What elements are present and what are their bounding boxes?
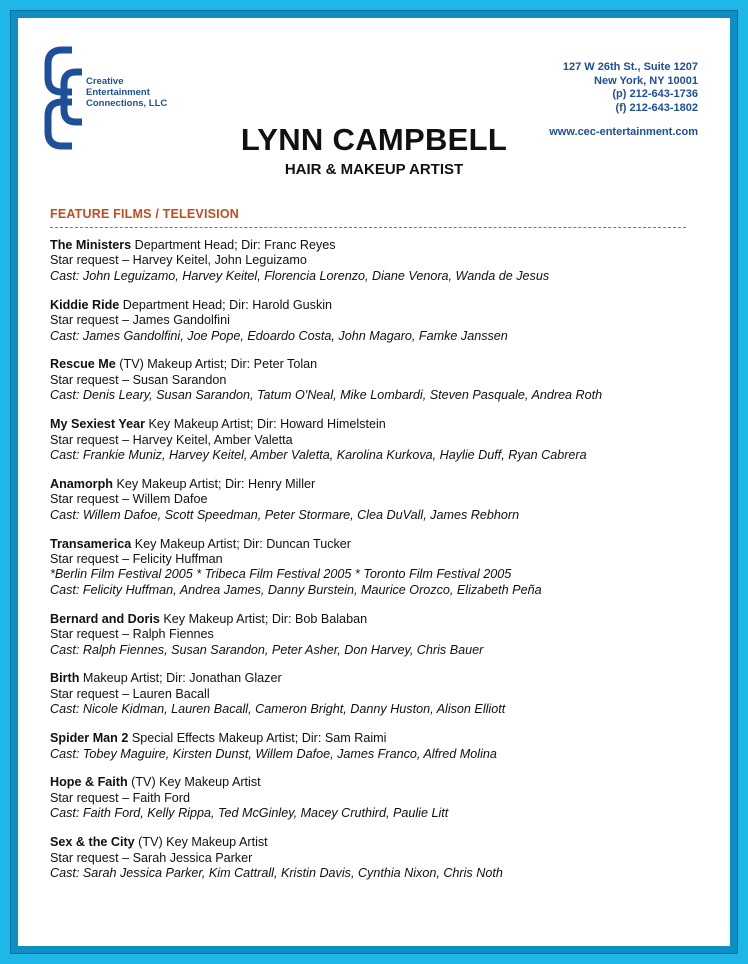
credit-details: (TV) Key Makeup Artist — [127, 775, 261, 790]
credit-festivals: *Berlin Film Festival 2005 * Tribeca Film Festival 2005 * Toronto Film Festival 2005 — [50, 567, 512, 582]
website-link[interactable]: www.cec-entertainment.com — [549, 126, 698, 139]
credit-cast: Cast: Denis Leary, Susan Sarandon, Tatum O'Neal, Mike Lombardi, Steven Pasquale, Andrea Roth — [50, 388, 603, 403]
credit-cast: Cast: Faith Ford, Kelly Rippa, Ted McGinley, Macey Cruthird, Paulie Litt — [50, 806, 449, 821]
credit-request: Star request – Harvey Keitel, John Leguizamo — [50, 253, 307, 268]
credit-title: The Ministers — [50, 238, 132, 252]
credit-request: Star request – Lauren Bacall — [50, 686, 210, 701]
credits-list — [50, 238, 690, 895]
logo-line: Entertainment — [86, 87, 150, 98]
credit-title: Spider Man 2 — [50, 731, 129, 746]
credit-details: Key Makeup Artist; Dir: Bob Balaban — [159, 611, 368, 626]
credit-entry — [50, 417, 690, 463]
credit-request: Star request – Willem Dafoe — [50, 492, 208, 507]
credit-details: Department Head; Dir: Franc Reyes — [131, 238, 336, 252]
credit-entry — [50, 731, 690, 762]
address-line: 127 W 26th St., Suite 1207 — [562, 61, 698, 73]
credit-entry — [50, 612, 690, 658]
phone-line: (p) 212-643-1736 — [612, 88, 698, 101]
credit-title: Bernard and Doris — [50, 611, 160, 626]
credit-entry — [50, 298, 690, 344]
credit-title: Birth — [50, 671, 80, 686]
credit-entry — [50, 238, 690, 284]
credit-cast: Cast: Willem Dafoe, Scott Speedman, Peter Stormare, Clea DuVall, James Rebhorn — [50, 507, 520, 522]
fax-line: (f) 212-643-1802 — [615, 101, 698, 114]
logo-line: Connections, LLC — [86, 98, 168, 109]
credit-title: Rescue Me — [50, 357, 116, 372]
credit-title: Kiddie Ride — [50, 297, 120, 312]
credit-cast: Cast: John Leguizamo, Harvey Keitel, Florencia Lorenzo, Diane Venora, Wanda de Jesus — [50, 268, 550, 283]
person-role: HAIR & MAKEUP ARTIST — [284, 161, 464, 178]
credit-request: Star request – Sarah Jessica Parker — [50, 850, 253, 865]
credit-details: Key Makeup Artist; Dir: Duncan Tucker — [131, 536, 351, 551]
section-divider — [50, 227, 686, 228]
credit-cast: Cast: Sarah Jessica Parker, Kim Cattrall, Kristin Davis, Cynthia Nixon, Chris Noth — [50, 866, 503, 880]
credit-cast: Cast: Nicole Kidman, Lauren Bacall, Cameron Bright, Danny Huston, Alison Elliott — [50, 702, 506, 717]
credit-details: Key Makeup Artist; Dir: Henry Miller — [112, 476, 316, 491]
credit-title: My Sexiest Year — [50, 417, 145, 432]
credit-title: Anamorph — [50, 476, 113, 491]
credit-details: Key Makeup Artist; Dir: Howard Himelstein — [145, 417, 386, 432]
person-name: LYNN CAMPBELL — [240, 122, 508, 157]
credit-cast: Cast: Tobey Maguire, Kirsten Dunst, Willem Dafoe, James Franco, Alfred Molina — [50, 746, 497, 761]
logo-company-name — [86, 76, 167, 109]
credit-cast: Cast: Frankie Muniz, Harvey Keitel, Amber Valetta, Karolina Kurkova, Haylie Duff, Ryan Cabrera — [50, 447, 587, 462]
credit-entry — [50, 477, 690, 523]
credit-cast: Cast: Felicity Huffman, Andrea James, Danny Burstein, Maurice Orozco, Elizabeth Peña — [50, 582, 542, 597]
credit-title: Transamerica — [50, 536, 132, 551]
credit-request: Star request – Harvey Keitel, Amber Valetta — [50, 432, 293, 447]
credit-details: Makeup Artist; Dir: Jonathan Glazer — [79, 671, 282, 686]
credit-entry — [50, 835, 690, 881]
credit-request: Star request – Ralph Fiennes — [50, 627, 214, 642]
credit-entry — [50, 357, 690, 403]
credit-request: Star request – Susan Sarandon — [50, 372, 227, 387]
credit-details: (TV) Key Makeup Artist — [134, 835, 268, 850]
credit-title: Hope & Faith — [50, 775, 128, 790]
section-heading: FEATURE FILMS / TELEVISION — [50, 207, 240, 221]
credit-details: Department Head; Dir: Harold Guskin — [119, 297, 333, 312]
credit-cast: Cast: James Gandolfini, Joe Pope, Edoardo Costa, John Magaro, Famke Janssen — [50, 328, 508, 343]
logo-line: Creative — [86, 76, 124, 87]
credit-details: (TV) Makeup Artist; Dir: Peter Tolan — [115, 357, 318, 372]
address-line: New York, NY 10001 — [594, 74, 698, 87]
credit-entry — [50, 671, 690, 717]
credit-entry — [50, 537, 690, 599]
credit-details: Special Effects Makeup Artist; Dir: Sam Raimi — [128, 731, 387, 746]
credit-request: Star request – Faith Ford — [50, 790, 190, 805]
credit-entry — [50, 775, 690, 821]
credit-request: Star request – Felicity Huffman — [50, 552, 223, 566]
credit-request: Star request – James Gandolfini — [50, 313, 230, 328]
credit-title: Sex & the City — [50, 835, 135, 850]
credit-cast: Cast: Ralph Fiennes, Susan Sarandon, Peter Asher, Don Harvey, Chris Bauer — [50, 642, 484, 657]
